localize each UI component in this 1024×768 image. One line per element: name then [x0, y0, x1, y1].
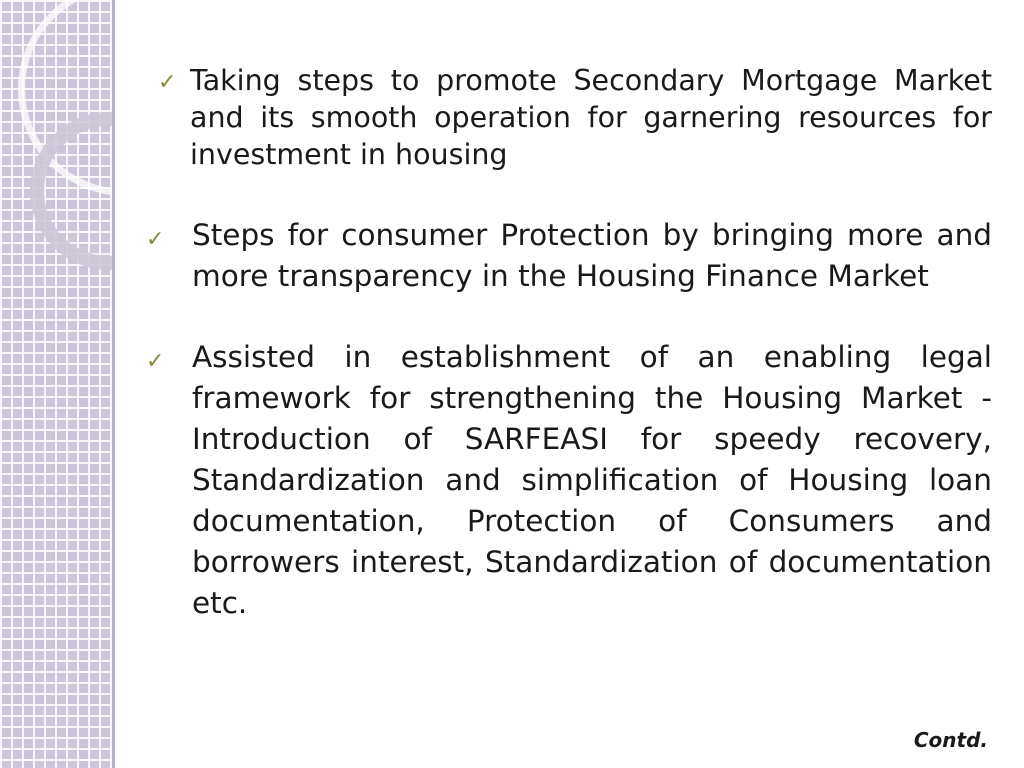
- checkmark-icon: ✓: [158, 70, 177, 95]
- bullet-item: [140, 215, 992, 297]
- bullet-list: [140, 62, 992, 624]
- bullet-item: [140, 62, 992, 173]
- bullet-item: [140, 337, 992, 624]
- checkmark-icon: ✓: [146, 227, 165, 252]
- continued-note: Contd.: [913, 728, 988, 752]
- side-band-divider: [112, 0, 115, 768]
- decorative-side-band: [0, 0, 112, 768]
- checkmark-icon: ✓: [146, 349, 165, 374]
- bullet-text: Steps for consumer Protection by bringing more and more transparency in the Housing Finance Market: [192, 218, 992, 293]
- bullet-text: Assisted in establishment of an enabling legal framework for strengthening the Housing Market - Introduction of SARFEASI for speedy recovery, Standardization and simplification of Housing loan documentation, Protection of Consumers and borrowers interest, Standardization of documentation etc.: [192, 340, 992, 620]
- bullet-text: Taking steps to promote Secondary Mortgage Market and its smooth operation for garnering resources for investment in housing: [190, 64, 992, 171]
